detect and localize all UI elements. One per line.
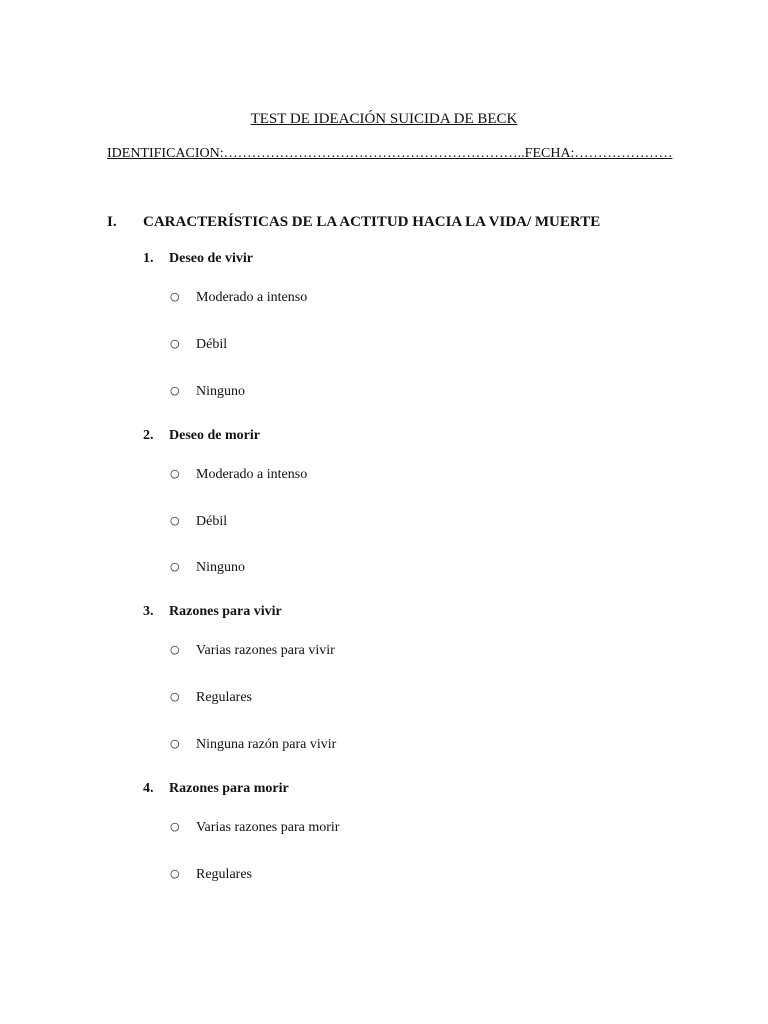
circle-bullet-icon: ○ xyxy=(170,737,180,750)
option-2-1[interactable] xyxy=(170,464,307,485)
page-title xyxy=(0,109,768,129)
option-label: Varias razones para vivir xyxy=(196,643,335,658)
option-label: Moderado a intenso xyxy=(196,467,308,482)
option-label: Regulares xyxy=(196,690,252,705)
question-label: Deseo de vivir xyxy=(169,251,253,266)
option-1-2[interactable] xyxy=(170,334,227,355)
option-4-2[interactable] xyxy=(170,864,252,885)
circle-bullet-icon: ○ xyxy=(170,290,180,303)
option-label: Ninguna razón para vivir xyxy=(196,737,337,752)
question-number: 3. xyxy=(143,604,154,619)
identification-date-line: IDENTIFICACION:………………………………………………………..FECHA:………………… xyxy=(107,146,673,161)
circle-bullet-icon: ○ xyxy=(170,560,180,573)
circle-bullet-icon: ○ xyxy=(170,643,180,656)
question-number: 2. xyxy=(143,428,154,443)
option-label: Ninguno xyxy=(196,384,245,399)
circle-bullet-icon: ○ xyxy=(170,820,180,833)
circle-bullet-icon: ○ xyxy=(170,867,180,880)
title-text: TEST DE IDEACIÓN SUICIDA DE BECK xyxy=(250,111,518,127)
circle-bullet-icon: ○ xyxy=(170,690,180,703)
option-label: Regulares xyxy=(196,867,252,882)
question-4 xyxy=(143,779,289,799)
question-3 xyxy=(143,602,282,622)
option-label: Débil xyxy=(196,514,228,529)
circle-bullet-icon: ○ xyxy=(170,337,180,350)
section-heading xyxy=(107,212,600,232)
circle-bullet-icon: ○ xyxy=(170,514,180,527)
question-number: 1. xyxy=(143,251,154,266)
option-2-3[interactable] xyxy=(170,557,245,578)
circle-bullet-icon: ○ xyxy=(170,384,180,397)
question-label: Razones para vivir xyxy=(169,604,282,619)
option-label: Moderado a intenso xyxy=(196,290,308,305)
option-1-1[interactable] xyxy=(170,287,307,308)
question-1 xyxy=(143,249,253,269)
question-label: Razones para morir xyxy=(169,781,289,796)
option-label: Ninguno xyxy=(196,560,245,575)
option-label: Débil xyxy=(196,337,228,352)
option-1-3[interactable] xyxy=(170,381,245,402)
option-label: Varias razones para morir xyxy=(196,820,340,835)
option-3-1[interactable] xyxy=(170,640,335,661)
circle-bullet-icon: ○ xyxy=(170,467,180,480)
section-number: I. xyxy=(107,214,117,230)
option-4-1[interactable] xyxy=(170,817,339,838)
question-number: 4. xyxy=(143,781,154,796)
question-label: Deseo de morir xyxy=(169,428,260,443)
question-2 xyxy=(143,426,260,446)
option-3-3[interactable] xyxy=(170,734,336,755)
option-2-2[interactable] xyxy=(170,511,227,532)
section-title: CARACTERÍSTICAS DE LA ACTITUD HACIA LA VIDA/ MUERTE xyxy=(143,214,601,230)
option-3-2[interactable] xyxy=(170,687,252,708)
